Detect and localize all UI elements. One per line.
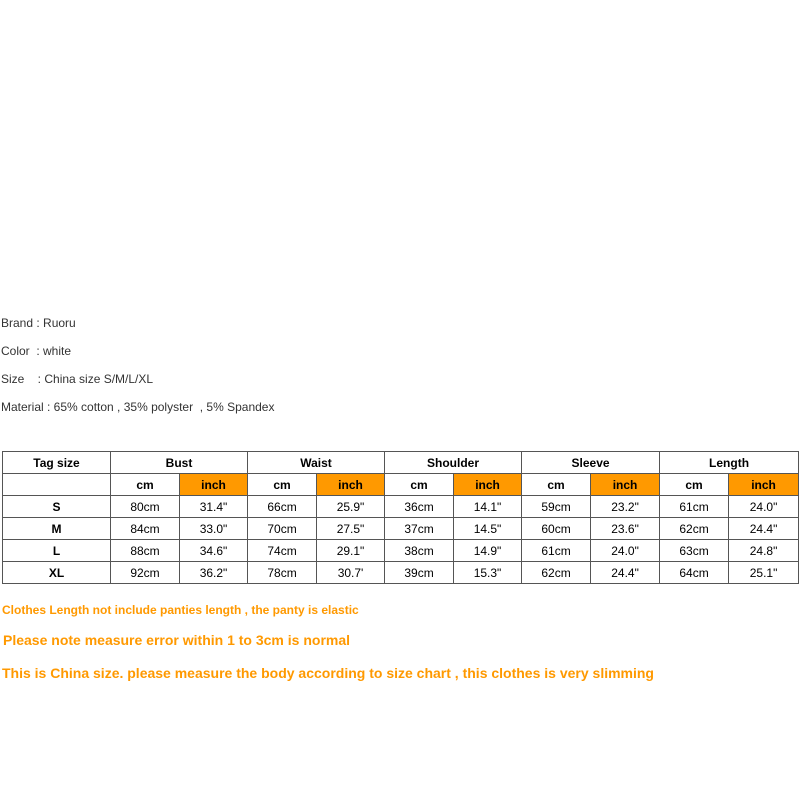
table-row: [3, 562, 799, 584]
cm-value-cell: 39cm: [385, 562, 454, 584]
cm-value-cell: 38cm: [385, 540, 454, 562]
inch-value-cell: 30.7': [317, 562, 385, 584]
inch-value-cell: 25.9": [317, 496, 385, 518]
note-clothes-length: Clothes Length not include panties length , the panty is elastic: [2, 603, 359, 617]
cm-value-cell: 64cm: [660, 562, 729, 584]
cm-value-cell: 60cm: [522, 518, 591, 540]
cm-value-cell: 36cm: [385, 496, 454, 518]
note-china-size: This is China size. please measure the body according to size chart , this clothes is very slimming: [2, 665, 654, 681]
table-row: [3, 518, 799, 540]
inch-value-cell: 14.5": [454, 518, 522, 540]
waist-cm-unit: cm: [248, 474, 317, 496]
unit-spacer-cell: [3, 474, 111, 496]
cm-value-cell: 92cm: [111, 562, 180, 584]
inch-value-cell: 29.1": [317, 540, 385, 562]
length-inch-unit: inch: [729, 474, 799, 496]
cm-value-cell: 62cm: [660, 518, 729, 540]
tag-size-cell: L: [3, 540, 111, 562]
table-row: [3, 496, 799, 518]
cm-value-cell: 61cm: [660, 496, 729, 518]
bust-cm-unit: cm: [111, 474, 180, 496]
inch-value-cell: 34.6": [180, 540, 248, 562]
cm-value-cell: 80cm: [111, 496, 180, 518]
bust-header: Bust: [111, 452, 248, 474]
inch-value-cell: 15.3": [454, 562, 522, 584]
inch-value-cell: 33.0": [180, 518, 248, 540]
inch-value-cell: 24.0": [729, 496, 799, 518]
length-header: Length: [660, 452, 799, 474]
cm-value-cell: 88cm: [111, 540, 180, 562]
cm-value-cell: 37cm: [385, 518, 454, 540]
inch-value-cell: 27.5": [317, 518, 385, 540]
sleeve-inch-unit: inch: [591, 474, 660, 496]
inch-value-cell: 24.8": [729, 540, 799, 562]
bust-inch-unit: inch: [180, 474, 248, 496]
inch-value-cell: 14.9": [454, 540, 522, 562]
length-cm-unit: cm: [660, 474, 729, 496]
sleeve-header: Sleeve: [522, 452, 660, 474]
cm-value-cell: 70cm: [248, 518, 317, 540]
inch-value-cell: 36.2": [180, 562, 248, 584]
inch-value-cell: 14.1": [454, 496, 522, 518]
sleeve-cm-unit: cm: [522, 474, 591, 496]
tag-size-cell: S: [3, 496, 111, 518]
tag-size-cell: M: [3, 518, 111, 540]
brand-line: Brand : Ruoru: [1, 316, 76, 330]
cm-value-cell: 63cm: [660, 540, 729, 562]
waist-header: Waist: [248, 452, 385, 474]
material-line: Material : 65% cotton , 35% polyster , 5% Spandex: [1, 400, 275, 414]
size-chart-table: [2, 451, 799, 584]
color-line: Color : white: [1, 344, 72, 358]
product-info: [1, 316, 781, 428]
inch-value-cell: 24.0": [591, 540, 660, 562]
table-unit-row: [3, 474, 799, 496]
shoulder-header: Shoulder: [385, 452, 522, 474]
cm-value-cell: 59cm: [522, 496, 591, 518]
waist-inch-unit: inch: [317, 474, 385, 496]
inch-value-cell: 31.4": [180, 496, 248, 518]
cm-value-cell: 78cm: [248, 562, 317, 584]
shoulder-inch-unit: inch: [454, 474, 522, 496]
tag-size-header: Tag size: [3, 452, 111, 474]
shoulder-cm-unit: cm: [385, 474, 454, 496]
cm-value-cell: 61cm: [522, 540, 591, 562]
note-measure-error: Please note measure error within 1 to 3cm is normal: [3, 632, 351, 648]
inch-value-cell: 24.4": [591, 562, 660, 584]
inch-value-cell: 24.4": [729, 518, 799, 540]
table-row: [3, 540, 799, 562]
inch-value-cell: 23.2": [591, 496, 660, 518]
tag-size-cell: XL: [3, 562, 111, 584]
cm-value-cell: 66cm: [248, 496, 317, 518]
inch-value-cell: 25.1": [729, 562, 799, 584]
table-header-row: [3, 452, 799, 474]
cm-value-cell: 62cm: [522, 562, 591, 584]
cm-value-cell: 84cm: [111, 518, 180, 540]
size-line: Size : China size S/M/L/XL: [1, 372, 154, 386]
cm-value-cell: 74cm: [248, 540, 317, 562]
inch-value-cell: 23.6": [591, 518, 660, 540]
